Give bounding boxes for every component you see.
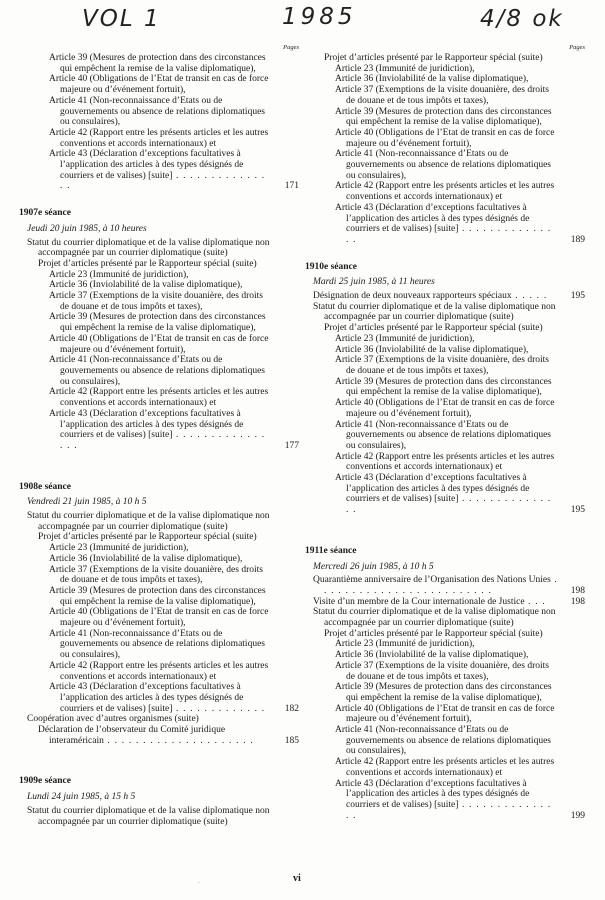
toc-entry-text: Article 43 (Déclaration d’exceptions facultatives à l’application des articles à des types désignés de courriers et de valises) [suite]: [335, 202, 530, 235]
session-title: 1909e séance: [19, 776, 71, 787]
toc-entry: [335, 398, 585, 419]
toc-entry: [38, 725, 299, 746]
toc-entry: [335, 650, 585, 661]
leader-dots: . . . . . . . . . . . . . . . .: [60, 430, 266, 451]
toc-entry: [49, 607, 299, 629]
handwritten-volume-note: VOL 1: [82, 6, 161, 32]
toc-entry: [335, 344, 585, 356]
toc-entry-text: Article 36 (Inviolabilité de la valise diplomatique),: [335, 74, 529, 85]
page-ref: 198: [570, 596, 585, 607]
sessions-list: [19, 208, 299, 827]
toc-entry-text: Projet d’articles présenté par le Rapporteur spécial (suite): [324, 53, 543, 63]
toc-entry: [38, 258, 299, 270]
toc-entry-text: Article 37 (Exemptions de la visite douanière, des droits de douane et de tous impôts et taxes),: [335, 660, 549, 682]
toc-entry-text: Article 40 (Obligations de l’Etat de transit en cas de force majeure ou d’événement fortuit),: [49, 333, 269, 355]
toc-entry: [49, 53, 299, 74]
leader-dots: . . . . . . . . . . . . . . .: [346, 224, 552, 245]
toc-entry-text: Article 41 (Non-reconnaissance d’Etats ou de gouvernements ou absence de relations diplomatiques ou consulaires),: [49, 95, 265, 128]
toc-entry: [335, 202, 585, 246]
toc-entry: [49, 312, 299, 334]
toc-entry: [49, 74, 299, 96]
toc-entry-text: Visite d’un membre de la Cour internationale de Justice: [313, 596, 525, 607]
toc-entry: [49, 149, 299, 192]
toc-entry: [335, 725, 585, 757]
toc-entry: [27, 237, 299, 259]
toc-entry: [49, 333, 299, 355]
toc-entry-text: Article 23 (Immunité de juridiction),: [335, 333, 475, 344]
right-column: [305, 44, 585, 821]
toc-entry-text: Article 23 (Immunité de juridiction),: [335, 639, 475, 650]
toc-entry-text: Article 39 (Mesures de protection dans des circonstances qui empêchent la remise de la valise diplomatique),: [335, 682, 552, 703]
toc-entry: [335, 74, 585, 85]
session-date: Lundi 24 juin 1985, à 15 h 5: [27, 792, 136, 803]
toc-entry-text: Article 42 (Rapport entre les présents articles et les autres conventions et accords internationaux) et: [49, 660, 269, 682]
toc-entry-text: Statut du courrier diplomatique et de la valise diplomatique non accompagnée par un courrier diplomatique (suite): [27, 237, 270, 259]
toc-entry: [313, 301, 585, 323]
toc-entry-text: Article 23 (Immunité de juridiction),: [49, 543, 189, 554]
toc-entry-text: Article 40 (Obligations de l’Etat de transit en cas de force majeure ou d’événement fortuit),: [335, 127, 555, 149]
toc-entry-text: Projet d’articles présenté par le Rapporteur spécial (suite): [324, 323, 543, 334]
toc-entry-text: Article 39 (Mesures de protection dans des circonstances qui empêchent la remise de la valise diplomatique),: [49, 53, 266, 74]
toc-entry: [49, 95, 299, 128]
page-number: vi: [293, 873, 301, 884]
toc-entry: [335, 451, 585, 473]
toc-entry: [27, 714, 299, 725]
page-ref: 195: [570, 505, 585, 516]
toc-entry-text: Article 23 (Immunité de juridiction),: [335, 63, 475, 74]
toc-entry: [335, 639, 585, 650]
continuation-block: [313, 53, 585, 246]
leader-dots: . . . . .: [511, 291, 548, 302]
handwritten-year-note: 1985: [282, 4, 357, 30]
session-date: Mardi 25 juin 1985, à 11 heures: [313, 277, 435, 288]
toc-entry-text: Article 40 (Obligations de l’Etat de transit en cas de force majeure ou d’événement fortuit),: [49, 607, 269, 629]
session-title: 1911e séance: [305, 545, 357, 556]
toc-entry: [335, 355, 585, 376]
session-section: [19, 746, 299, 827]
toc-entry: [335, 473, 585, 516]
toc-entry-text: Article 40 (Obligations de l’Etat de transit en cas de force majeure ou d’événement fortuit),: [335, 703, 555, 725]
page-ref: 189: [570, 234, 585, 245]
session-date: Vendredi 21 juin 1985, à 10 h 5: [27, 497, 147, 508]
toc-entry: [313, 291, 585, 302]
toc-entry-text: Article 41 (Non-reconnaissance d’Etats ou de gouvernements ou absence de relations diplomatiques ou consulaires),: [335, 149, 551, 181]
leader-dots: . . . . . . . . . . . . . . . . . . . . . . . . .: [324, 575, 558, 596]
toc-entry-text: Article 39 (Mesures de protection dans des circonstances qui empêchent la remise de la valise diplomatique),: [335, 376, 552, 398]
session-title: 1910e séance: [305, 261, 357, 272]
page-ref: 182: [284, 703, 299, 714]
pages-label: Pages: [569, 44, 585, 51]
toc-entry-text: Article 36 (Inviolabilité de la valise diplomatique),: [335, 344, 529, 355]
toc-entry: [313, 596, 585, 608]
toc-entry-text: Article 42 (Rapport entre les présents articles et les autres conventions et accords internationaux) et: [49, 127, 269, 149]
toc-entry-text: Article 41 (Non-reconnaissance d’Etats ou de gouvernements ou absence de relations diplomatiques ou consulaires),: [49, 355, 265, 387]
toc-entry-text: Article 36 (Inviolabilité de la valise diplomatique),: [335, 650, 529, 661]
toc-entry-text: Article 43 (Déclaration d’exceptions facultatives à l’application des articles à des types désignés de courriers et de valises) [suite]: [49, 149, 244, 181]
session-section: [305, 516, 585, 822]
toc-entry: [335, 419, 585, 452]
toc-entry-text: Article 43 (Déclaration d’exceptions facultatives à l’application des articles à des types désignés de courriers et de valises) [suite]: [49, 408, 244, 441]
toc-entry-text: Coopération avec d’autres organismes (suite): [27, 714, 199, 725]
page-ref: 171: [284, 181, 299, 192]
stray-mark: ˙: [198, 882, 200, 888]
toc-entry: [38, 532, 299, 543]
toc-entry-text: Article 43 (Déclaration d’exceptions facultatives à l’application des articles à des types désignés de courriers et de valises) [suite]: [335, 473, 530, 505]
leader-dots: . . . . . . . . . . . . . . .: [346, 494, 552, 516]
left-column: [19, 44, 299, 827]
toc-entry-text: Désignation de deux nouveaux rapporteurs spéciaux: [313, 291, 512, 302]
toc-entry-text: Article 37 (Exemptions de la visite douanière, des droits de douane et de tous impôts et taxes),: [335, 355, 549, 376]
toc-entry-text: Article 36 (Inviolabilité de la valise diplomatique),: [49, 553, 243, 564]
toc-entry-text: Article 42 (Rapport entre les présents articles et les autres conventions et accords internationaux) et: [335, 757, 555, 778]
toc-entry-text: Article 37 (Exemptions de la visite douanière, des droits de douane et de tous impôts et taxes),: [49, 291, 263, 312]
toc-entry-text: Article 23 (Immunité de juridiction),: [49, 269, 189, 280]
toc-entry-text: Statut du courrier diplomatique et de la valise diplomatique non accompagnée par un courrier diplomatique (suite): [313, 607, 556, 629]
continuation-block: [27, 53, 299, 192]
session-date: Jeudi 20 juin 1985, à 10 heures: [27, 223, 147, 234]
toc-entry-text: Article 39 (Mesures de protection dans des circonstances qui empêchent la remise de la valise diplomatique),: [335, 106, 552, 128]
page-ref: 177: [284, 440, 299, 451]
toc-entry: [324, 323, 585, 334]
toc-entry-text: Article 42 (Rapport entre les présents articles et les autres conventions et accords internationaux) et: [49, 387, 269, 409]
toc-entry: [49, 628, 299, 661]
toc-entry-text: Article 41 (Non-reconnaissance d’Etats ou de gouvernements ou absence de relations diplomatiques ou consulaires),: [335, 419, 551, 451]
toc-entry: [49, 585, 299, 607]
toc-entry: [335, 682, 585, 703]
toc-entry-text: Projet d’articles présenté par le Rapporteur spécial (suite): [38, 532, 257, 543]
toc-entry: [335, 778, 585, 822]
toc-entry: [335, 63, 585, 75]
toc-entry: [49, 269, 299, 281]
page-ref: 198: [570, 585, 585, 596]
toc-entry: [335, 181, 585, 203]
session-date: Mercredi 26 juin 1985, à 10 h 5: [313, 561, 434, 572]
toc-entry-text: Article 42 (Rapport entre les présents articles et les autres conventions et accords internationaux) et: [335, 181, 555, 203]
toc-entry: [49, 543, 299, 554]
toc-entry: [27, 511, 299, 532]
toc-entry-text: Article 37 (Exemptions de la visite douanière, des droits de douane et de tous impôts et taxes),: [335, 85, 549, 106]
toc-entry-text: Article 43 (Déclaration d’exceptions facultatives à l’application des articles à des types désignés de courriers et de valises) [suite]: [49, 682, 244, 714]
session-section: [19, 452, 299, 747]
toc-entry: [49, 682, 299, 714]
toc-entry-text: Article 39 (Mesures de protection dans des circonstances qui empêchent la remise de la valise diplomatique),: [49, 585, 266, 607]
toc-entry-text: Déclaration de l’observateur du Comité juridique interaméricain: [38, 725, 226, 746]
toc-entry: [49, 127, 299, 149]
toc-entry: [49, 280, 299, 291]
page-ref: 199: [570, 810, 585, 821]
toc-entry-text: Statut du courrier diplomatique et de la valise diplomatique non accompagnée par un courrier diplomatique (suite): [27, 511, 270, 532]
toc-entry: [49, 564, 299, 586]
toc-entry: [335, 149, 585, 181]
page-ref: 185: [284, 735, 299, 746]
toc-entry: [313, 575, 585, 596]
toc-entry: [335, 376, 585, 398]
toc-entry-text: Article 41 (Non-reconnaissance d’Etats ou de gouvernements ou absence de relations diplomatiques ou consulaires),: [335, 725, 551, 757]
toc-entry: [335, 703, 585, 725]
leader-dots: . . . . . . . . . . . . .: [172, 703, 266, 714]
page-ref: 195: [570, 291, 585, 302]
toc-entry-text: Article 41 (Non-reconnaissance d’Etats ou de gouvernements ou absence de relations diplomatiques ou consulaires),: [49, 628, 265, 661]
leader-dots: . . . . . . . . . . . . . . .: [346, 800, 552, 821]
toc-entry-text: Projet d’articles présenté par le Rapporteur spécial (suite): [38, 258, 257, 269]
toc-entry: [335, 660, 585, 682]
pages-label: Pages: [283, 44, 299, 51]
toc-entry: [49, 660, 299, 682]
toc-entry-text: Quarantième anniversaire de l’Organisation des Nations Unies: [313, 575, 551, 586]
toc-entry: [313, 607, 585, 629]
handwritten-page-note: 4/8 ok: [480, 6, 564, 32]
toc-entry-text: Article 39 (Mesures de protection dans des circonstances qui empêchent la remise de la valise diplomatique),: [49, 312, 266, 334]
toc-entry: [49, 355, 299, 387]
toc-entry: [324, 628, 585, 640]
toc-entry: [27, 805, 299, 827]
leader-dots: . . .: [524, 596, 546, 607]
toc-entry: [49, 408, 299, 452]
toc-entry-text: Article 40 (Obligations de l’Etat de transit en cas de force majeure ou d’événement fortuit),: [335, 398, 555, 419]
session-title: 1907e séance: [19, 208, 71, 219]
toc-entry-text: Article 37 (Exemptions de la visite douanière, des droits de douane et de tous impôts et taxes),: [49, 564, 263, 586]
toc-entry: [335, 85, 585, 106]
toc-entry: [49, 291, 299, 312]
session-section: [305, 261, 585, 516]
toc-entry-text: Article 43 (Déclaration d’exceptions facultatives à l’application des articles à des types désignés de courriers et de valises) [suite]: [335, 778, 530, 810]
session-section: [19, 208, 299, 451]
toc-entry-text: Statut du courrier diplomatique et de la valise diplomatique non accompagnée par un courrier diplomatique (suite): [313, 301, 556, 323]
toc-entry: [335, 106, 585, 128]
toc-entry: [335, 333, 585, 345]
leader-dots: . . . . . . . . . . . . . . . . . . . . .: [103, 735, 255, 746]
toc-entry: [49, 553, 299, 565]
sessions-list: [305, 261, 585, 822]
toc-entry-text: Statut du courrier diplomatique et de la valise diplomatique non accompagnée par un courrier diplomatique (suite): [27, 805, 270, 827]
toc-entry: [49, 387, 299, 409]
toc-entry-text: Article 42 (Rapport entre les présents articles et les autres conventions et accords internationaux) et: [335, 451, 555, 473]
leader-dots: . . . . . . . . . . . . . . .: [60, 170, 266, 192]
session-title: 1908e séance: [19, 481, 71, 492]
toc-entry: [335, 127, 585, 149]
toc-entry-text: Article 40 (Obligations de l’Etat de transit en cas de force majeure ou d’événement fortuit),: [49, 74, 269, 96]
toc-entry: [324, 53, 585, 64]
toc-entry-text: Article 36 (Inviolabilité de la valise diplomatique),: [49, 280, 243, 291]
toc-entry-text: Projet d’articles présenté par le Rapporteur spécial (suite): [324, 628, 543, 639]
toc-entry: [335, 757, 585, 778]
